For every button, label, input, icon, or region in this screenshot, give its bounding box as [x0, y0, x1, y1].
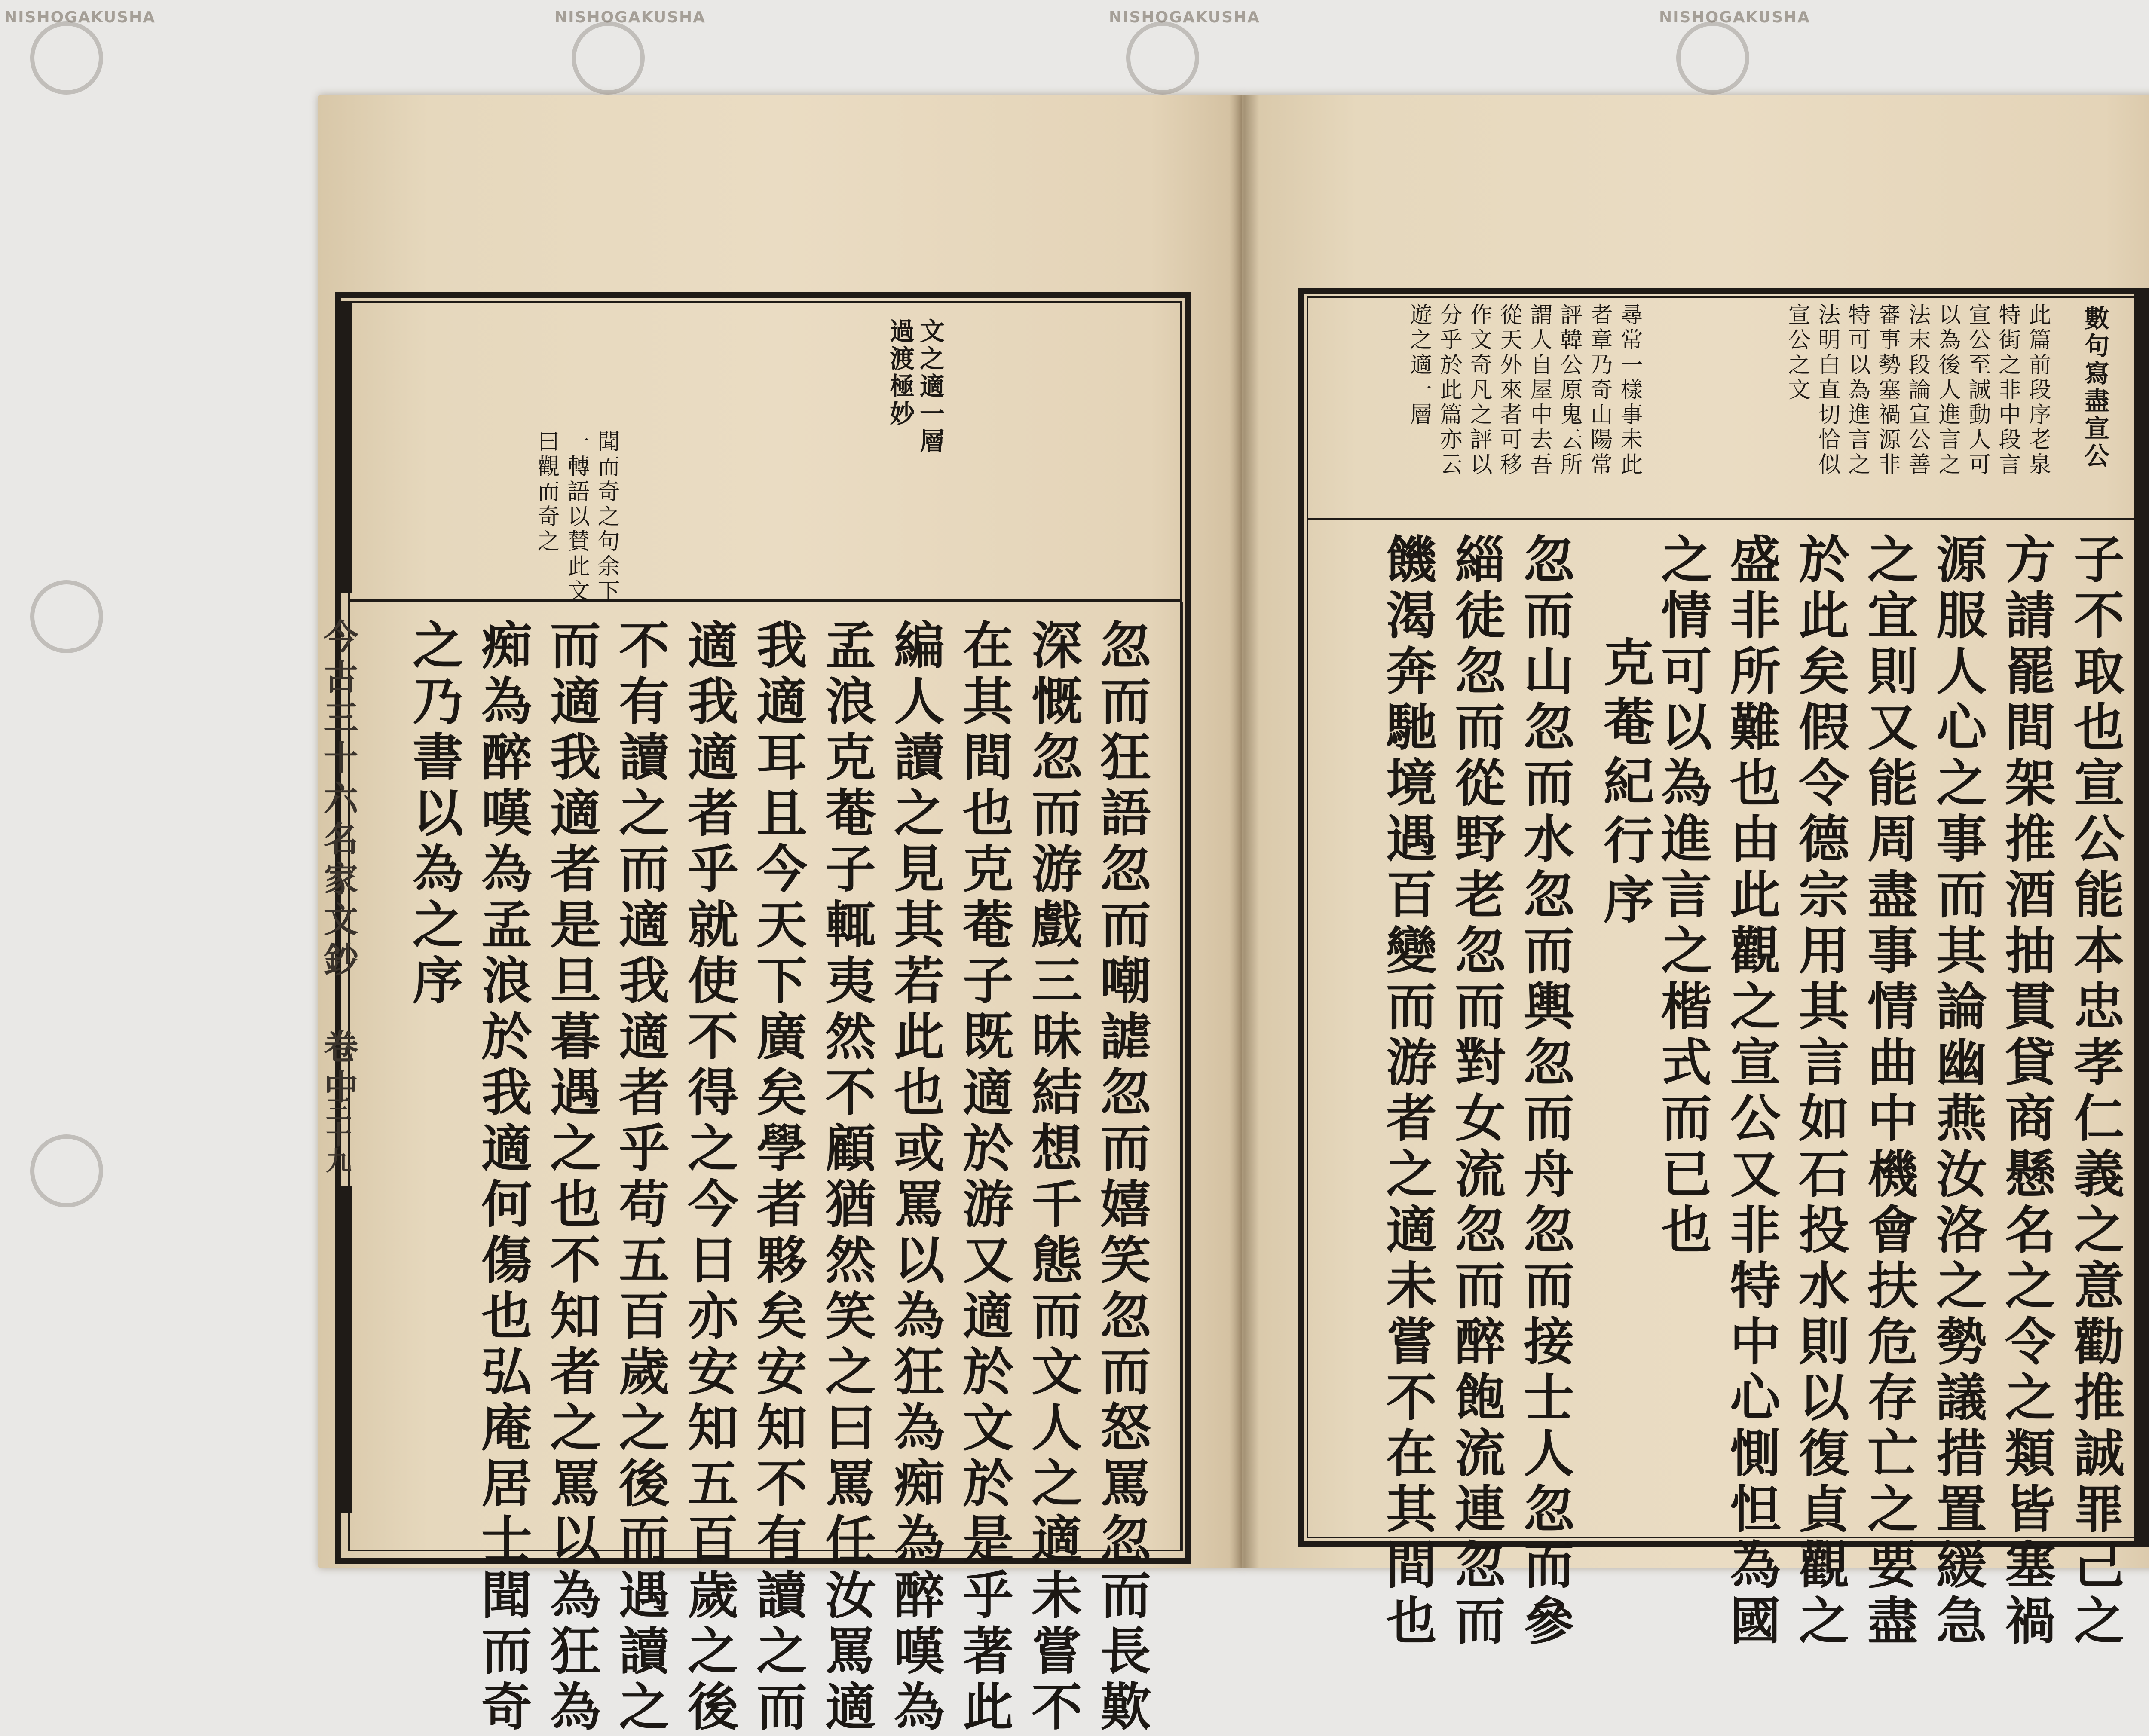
text-column: 深慨忽而游戲三昧結想千態而文人之適未嘗不 [1023, 619, 1083, 1736]
right-header-note: 作文奇凡之評以 [1466, 303, 1492, 477]
right-header-note: 分乎於此篇亦云 [1436, 303, 1462, 477]
left-margin-block-bottom [335, 1186, 352, 1513]
left-header-note: 曰觀而奇之 [533, 430, 559, 554]
text-column: 在其間也克菴子既適於游又適於文於是乎著此 [954, 619, 1014, 1736]
watermark-logo-icon [30, 21, 103, 95]
right-header-note: 審事勢塞禍源非 [1874, 303, 1900, 477]
text-column: 於此矣假令德宗用其言如石投水則以復貞觀之 [1790, 533, 1850, 1650]
left-header-note: 一轉語以賛此文 [563, 430, 589, 604]
text-column: 而適我適者是旦暮遇之也不知者之罵以為狂為 [542, 619, 601, 1736]
watermark-text: NISHOGAKUSHA [554, 9, 706, 26]
right-header-note: 法末段論宣公善 [1904, 303, 1930, 477]
text-column: 源服人心之事而其論幽燕汝洛之勢議措置緩急 [1928, 533, 1987, 1650]
text-column: 之情可以為進言之楷式而已也 [1653, 533, 1712, 1259]
right-header-note: 特街之非中段言 [1995, 303, 2020, 477]
text-column: 緇徒忽而從野老忽而對女流忽而醉飽流連忽而 [1446, 533, 1506, 1650]
text-column: 盛非所難也由此觀之宣公又非特中心惻怛為國 [1721, 533, 1781, 1650]
right-header-divider [1307, 518, 2149, 520]
text-column: 方請罷間架推酒抽貫貸商懸名之令之類皆塞禍 [1996, 533, 2056, 1650]
open-book [318, 86, 2149, 1736]
watermark-logo-icon [30, 1134, 103, 1207]
right-header-note: 宣公之文 [1784, 303, 1810, 403]
text-column: 適我適者乎就使不得之今日亦安知五百歲之後 [679, 619, 739, 1736]
left-header-note: 過渡極妙 [885, 318, 915, 428]
text-column: 痴為醉嘆為孟浪於我適何傷也弘庵居士聞而奇 [473, 619, 533, 1736]
right-header-note: 數句寫盡宣公 [2080, 305, 2109, 470]
right-header-note: 以為後人進言之 [1935, 303, 1960, 477]
text-column: 忽而狂語忽而嘲謔忽而嬉笑忽而怒罵忽而長歎 [1092, 619, 1151, 1736]
text-column: 孟浪克菴子輒夷然不顧猶然笑之曰罵任汝罵適 [817, 619, 876, 1736]
right-margin-block [2134, 288, 2149, 1547]
watermark-logo-icon [30, 580, 103, 653]
watermark-text: NISHOGAKUSHA [1109, 9, 1261, 26]
right-header-note: 宣公至誠動人可 [1965, 303, 1990, 477]
text-column: 饑渴奔馳境遇百變而游者之適未嘗不在其間也 [1378, 533, 1437, 1650]
watermark-logo-icon [1676, 21, 1749, 95]
watermark-logo-icon [572, 21, 645, 95]
watermark-logo-icon [1126, 21, 1199, 95]
left-margin-block-top [335, 301, 352, 593]
text-column: 編人讀之見其若此也或罵以為狂為痴為醉嘆為 [885, 619, 945, 1736]
right-header-note: 法明白直切恰似 [1814, 303, 1840, 477]
left-header-note: 文之適一層 [915, 318, 945, 455]
folio-number: 三十九 [321, 1096, 352, 1173]
section-title: 克菴紀行序 [1595, 636, 1655, 932]
text-column: 不有讀之而適我適者乎苟五百歲之後而遇讀之 [610, 619, 670, 1736]
book-gutter [1229, 95, 1259, 1568]
left-header-divider [348, 599, 1182, 602]
right-header-note: 者章乃奇山陽常 [1586, 303, 1612, 477]
right-header-note: 特可以為進言之 [1844, 303, 1870, 477]
column-rule [1182, 602, 1183, 1551]
text-column: 之乃書以為之序 [404, 619, 464, 1010]
left-margin-label: 今古三十六名家文鈔 卷中 [318, 619, 358, 1109]
right-header-note: 從天外來者可移 [1496, 303, 1522, 477]
right-header-note: 遊之適一層 [1406, 303, 1432, 428]
text-column: 我適耳且今天下廣矣學者夥矣安知不有讀之而 [748, 619, 808, 1736]
left-header-note: 聞而奇之句余下 [594, 430, 619, 604]
right-header-note: 尋常一樣事未此 [1616, 303, 1642, 477]
right-header-note: 謂人自屋中去吾 [1526, 303, 1552, 477]
watermark-text: NISHOGAKUSHA [4, 9, 156, 26]
text-column: 子不取也宣公能本忠孝仁義之意勸推誠罪己之 [2065, 533, 2125, 1650]
right-header-note: 評韓公原鬼云所 [1556, 303, 1582, 477]
right-header-note: 此篇前段序老泉 [2025, 303, 2051, 477]
text-column: 之宜則又能周盡事情曲中機會扶危存亡之要盡 [1859, 533, 1919, 1650]
text-column: 忽而山忽而水忽而輿忽而舟忽而接士人忽而參 [1515, 533, 1575, 1650]
watermark-text: NISHOGAKUSHA [1659, 9, 1811, 26]
